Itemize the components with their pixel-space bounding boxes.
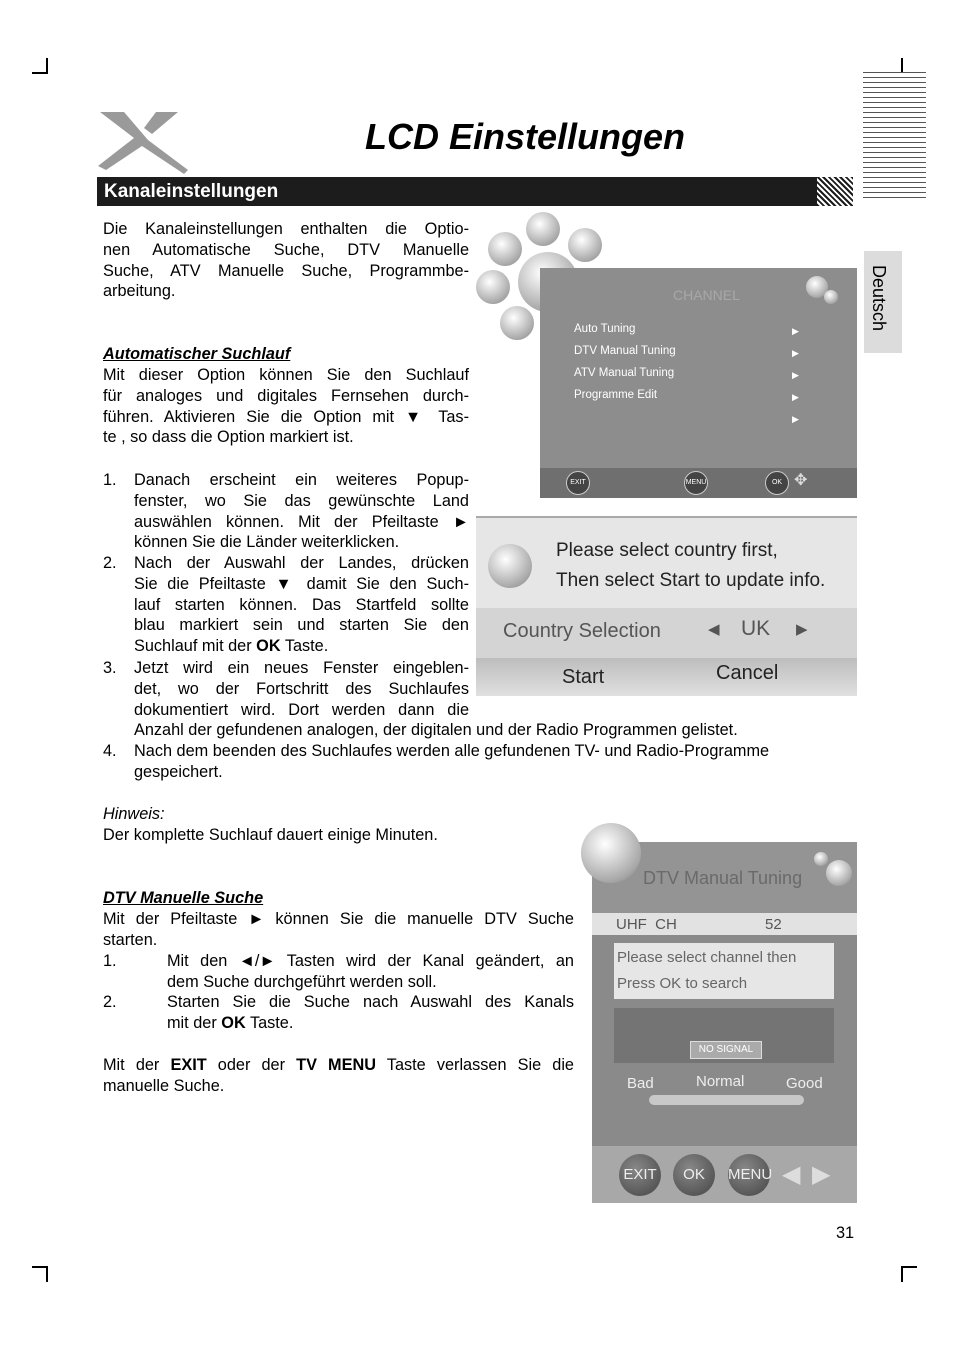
text-line: können Sie die Länder weiterklicken.	[134, 533, 400, 552]
dtv-message-2: Press OK to search	[617, 975, 748, 992]
navigation-arrows-icon: ✥	[794, 472, 808, 489]
list-number: 2.	[103, 993, 117, 1011]
text-line: gespeichert.	[134, 762, 223, 781]
language-tab-label: Deutsch	[869, 265, 889, 332]
ok-button[interactable]: OK	[673, 1154, 715, 1196]
arrow-right-icon[interactable]: ▶	[796, 621, 808, 638]
text-line: fenster, wo Sie das gewünschte Land	[134, 491, 469, 510]
bold-text: EXIT	[170, 1056, 207, 1074]
page-number: 31	[836, 1224, 855, 1242]
step-2-text	[134, 553, 469, 657]
text-span: Mit der	[103, 1056, 171, 1074]
signal-box	[614, 1008, 834, 1063]
text-line: Die Kanaleinstellungen enthalten die Optio-	[103, 220, 469, 238]
channel-number: 52	[765, 916, 782, 933]
picture-icon	[500, 306, 534, 340]
text-line: Starten Sie die Suche nach Auswahl des Kanals	[167, 993, 574, 1011]
dtv-step-1-text	[167, 951, 574, 993]
arrow-right-icon: ▶	[792, 414, 799, 424]
menu-item-auto-tuning[interactable]: Auto Tuning	[574, 323, 636, 335]
country-dialog	[476, 516, 857, 696]
text-line: führen. Aktivieren Sie die Option mit ▼ Tas-	[103, 407, 469, 426]
brand-logo	[96, 108, 192, 176]
text-line: nen Automatische Suche, DTV Manuelle	[103, 240, 469, 259]
list-number: 3.	[103, 659, 117, 677]
text-span: Taste.	[245, 1013, 294, 1032]
cancel-button[interactable]: Cancel	[716, 662, 779, 684]
ok-button[interactable]: OK	[765, 471, 789, 495]
intro-paragraph	[103, 219, 469, 302]
arrow-left-icon[interactable]: ◀	[782, 1161, 801, 1188]
arrow-right-icon: ▶	[792, 326, 799, 336]
list-number: 4.	[103, 742, 117, 760]
dialog-message-1: Please select country first,	[556, 540, 778, 561]
menu-button[interactable]: MENU	[728, 1154, 770, 1196]
arrow-right-icon: ▶	[792, 370, 799, 380]
text-line: auswählen können. Mit der Pfeiltaste ►	[134, 512, 469, 531]
arrow-left-icon[interactable]: ◀	[708, 621, 720, 638]
text-line: Suche, ATV Manuelle Suche, Programmbe-	[103, 261, 469, 280]
arrow-right-icon: ▶	[792, 348, 799, 358]
menu-icon-circle	[526, 212, 560, 246]
lock-icon	[568, 228, 602, 262]
text-line: Mit den ◄/► Tasten wird der Kanal geändert, an	[167, 952, 574, 970]
note-label: Hinweis:	[103, 805, 165, 823]
menu-item-atv-manual[interactable]: ATV Manual Tuning	[574, 367, 675, 379]
start-button[interactable]: Start	[562, 666, 605, 688]
channel-menu	[540, 268, 857, 498]
menu-item-programme-edit[interactable]: Programme Edit	[574, 389, 658, 401]
step-1-text	[134, 470, 469, 553]
menu-item-dtv-manual[interactable]: DTV Manual Tuning	[574, 345, 676, 357]
text-line: Anzahl der gefundenen analogen, der digitalen und der Radio Programmen gelistet.	[134, 721, 738, 740]
text-line	[167, 1013, 574, 1034]
text-line: Jetzt wird ein neues Fenster eingeblen-	[134, 659, 469, 677]
dtv-step-2-text	[167, 992, 574, 1034]
setup-icon	[476, 270, 510, 304]
country-value: UK	[741, 617, 771, 640]
text-line: Danach erscheint ein weiteres Popup-	[134, 471, 469, 489]
signal-strength-bar	[649, 1095, 804, 1105]
list-number: 1.	[103, 952, 117, 970]
text-line	[134, 636, 469, 657]
text-span: mit der	[167, 1013, 222, 1032]
bubbles-icon	[826, 860, 852, 886]
text-line: Nach dem beenden des Suchlaufes werden alle gefundenen TV- und Radio-Programme	[134, 742, 770, 760]
signal-bad-label: Bad	[627, 1075, 654, 1092]
text-span: Taste.	[280, 637, 329, 656]
channel-menu-title: CHANNEL	[673, 287, 740, 303]
text-line: Sie die Pfeiltaste ▼ damit Sie den Such-	[134, 574, 469, 593]
section-header	[97, 177, 817, 206]
crop-mark-bottom-right	[901, 1266, 917, 1282]
text-span: Taste verlassen Sie die	[375, 1056, 574, 1074]
exit-paragraph	[103, 1055, 574, 1097]
bold-text: OK	[256, 637, 281, 656]
bubbles-icon	[814, 852, 828, 866]
page-title: LCD Einstellungen	[365, 116, 686, 157]
text-line: te , so dass die Option markiert ist.	[103, 428, 354, 447]
signal-normal-label: Normal	[696, 1073, 745, 1090]
dtv-manual-tuning-screen	[592, 842, 857, 1203]
country-selection-row[interactable]	[476, 608, 857, 658]
text-span: oder der	[206, 1056, 297, 1074]
text-line: manuelle Suche.	[103, 1076, 225, 1095]
smiley-icon	[488, 544, 532, 588]
section-title: Kanaleinstellungen	[104, 181, 279, 202]
text-line: det, wo der Fortschritt des Suchlaufes	[134, 679, 469, 698]
dtv-message-1: Please select channel then	[617, 949, 797, 966]
text-line: dokumentiert wird. Dort werden dann die	[134, 700, 469, 719]
signal-good-label: Good	[786, 1075, 823, 1092]
text-line: blau markiert sein und starten Sie den	[134, 616, 469, 635]
list-number: 1.	[103, 471, 117, 489]
exit-button[interactable]: EXIT	[619, 1154, 661, 1196]
text-line: Mit der Pfeiltaste ► können Sie die manuelle DTV Suche	[103, 910, 574, 928]
text-line: Nach der Auswahl der Landes, drücken	[134, 554, 469, 572]
text-line: starten.	[103, 930, 158, 949]
auto-search-heading: Automatischer Suchlauf	[103, 345, 291, 363]
language-tab	[864, 251, 902, 353]
crop-mark-top-left	[32, 58, 48, 74]
arrow-right-icon[interactable]: ▶	[812, 1161, 831, 1188]
step-4-text	[134, 741, 854, 783]
dialog-button-row	[476, 658, 857, 696]
bubbles-icon	[824, 290, 838, 304]
exit-button[interactable]: EXIT	[566, 471, 590, 495]
note-text: Der komplette Suchlauf dauert einige Minuten.	[103, 826, 438, 844]
dialog-message-2: Then select Start to update info.	[556, 570, 826, 591]
text-span: Suchlauf mit der	[134, 637, 257, 656]
menu-button[interactable]: MENU	[684, 471, 708, 495]
channel-row[interactable]	[592, 913, 857, 935]
dtv-manual-heading: DTV Manuelle Suche	[103, 889, 264, 907]
decorative-stripes	[863, 72, 926, 198]
arrow-right-icon: ▶	[792, 392, 799, 402]
dtv-manual-paragraph	[103, 909, 574, 951]
text-line: Mit dieser Option können Sie den Suchlauf	[103, 366, 469, 384]
list-number: 2.	[103, 554, 117, 572]
section-bar-dots	[817, 177, 853, 206]
no-signal-badge: NO SIGNAL	[690, 1041, 762, 1059]
clock-icon	[488, 232, 522, 266]
dtv-icon	[581, 823, 641, 883]
band-label: UHF CH	[616, 916, 677, 933]
dtv-title: DTV Manual Tuning	[643, 868, 803, 888]
dtv-message-box	[614, 943, 834, 999]
text-line: für analoges und digitales Fernsehen durch-	[103, 386, 469, 405]
bold-text: OK	[221, 1013, 246, 1032]
auto-search-paragraph	[103, 365, 469, 448]
text-line	[103, 1055, 574, 1076]
crop-mark-bottom-left	[32, 1266, 48, 1282]
text-line: arbeitung.	[103, 282, 176, 301]
text-line: lauf starten können. Das Startfeld sollte	[134, 595, 469, 614]
country-selection-label: Country Selection	[503, 620, 661, 642]
text-line: dem Suche durchgeführt werden soll.	[167, 972, 437, 991]
bold-text: TV MENU	[296, 1056, 376, 1074]
